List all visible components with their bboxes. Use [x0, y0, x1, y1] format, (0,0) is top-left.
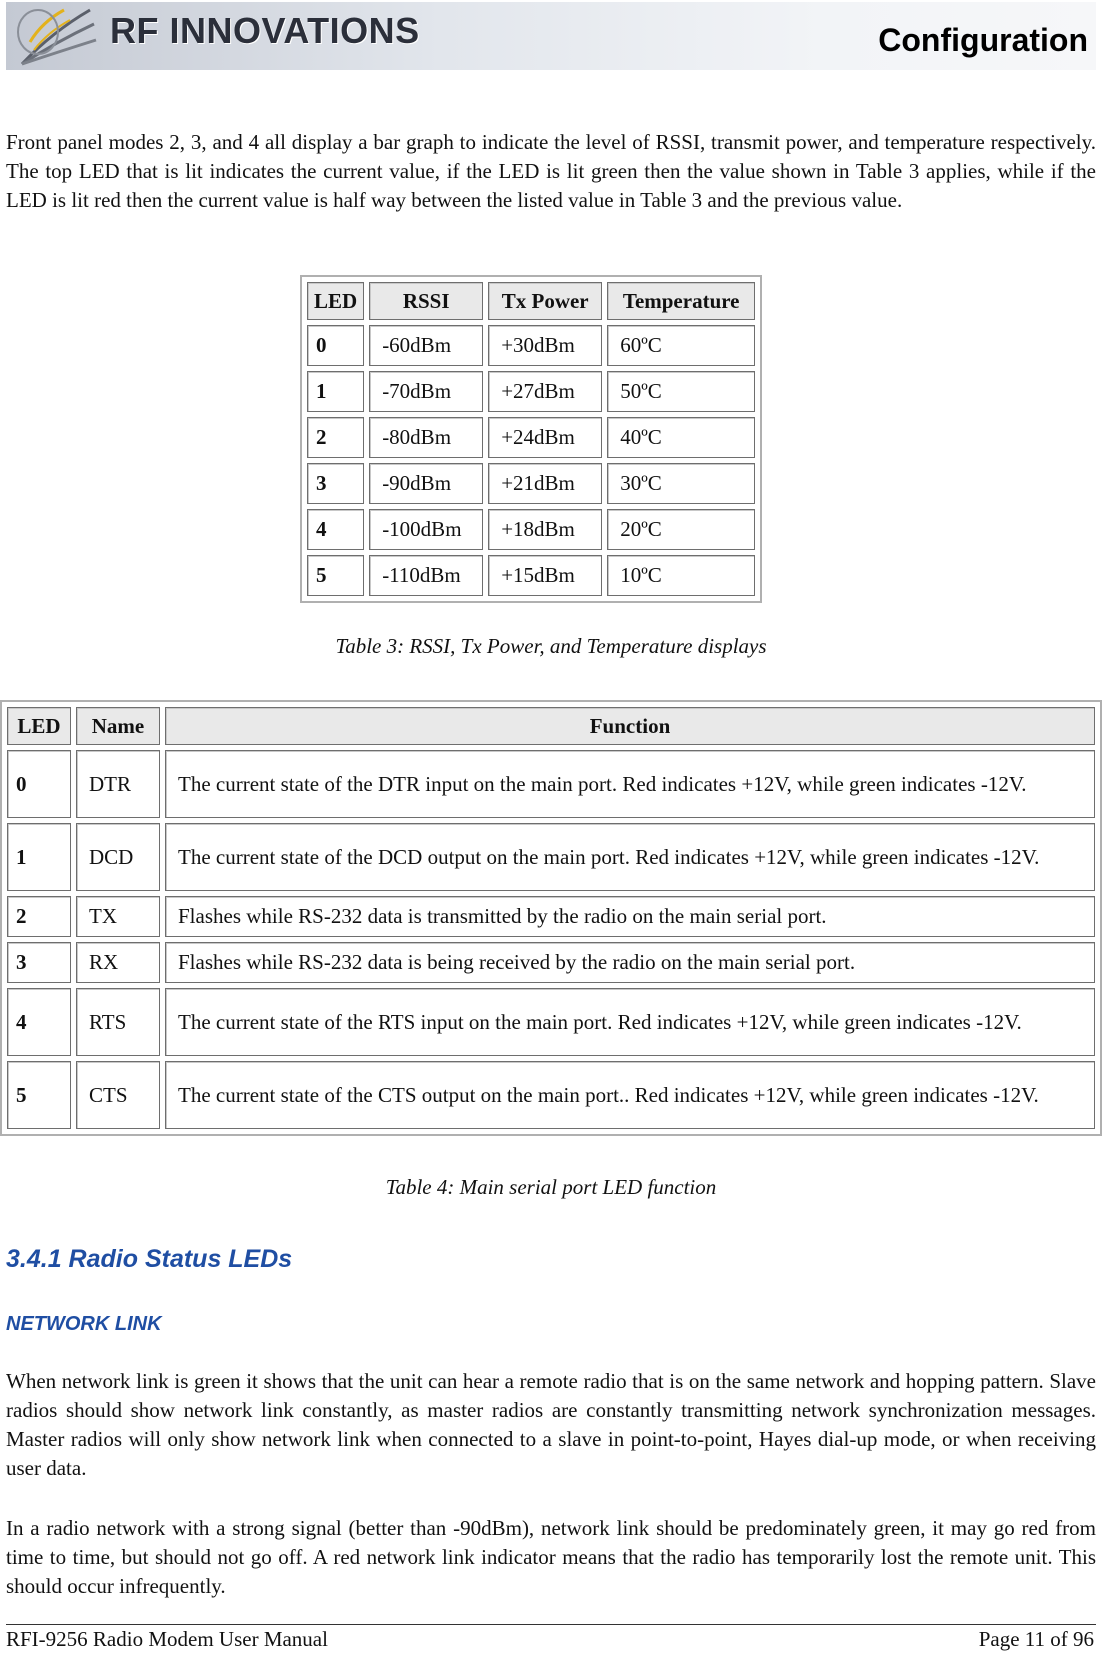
- temperature-value: 30ºC: [607, 463, 755, 504]
- temperature-value: 50ºC: [607, 371, 755, 412]
- function-text: The current state of the RTS input on the main port. Red indicates +12V, while green indicates -12V.: [165, 988, 1095, 1056]
- tx-power-value: +18dBm: [488, 509, 602, 550]
- table-header-rssi: RSSI: [369, 282, 483, 320]
- led-number: 2: [307, 417, 364, 458]
- page-header: [6, 2, 1096, 70]
- table-header-tx-power: Tx Power: [488, 282, 602, 320]
- brand-name: RF INNOVATIONS: [110, 10, 420, 51]
- table4-caption: Table 4: Main serial port LED function: [385, 1175, 717, 1199]
- signal-name: DCD: [76, 823, 160, 891]
- function-text: Flashes while RS-232 data is being received by the radio on the main serial port.: [165, 942, 1095, 983]
- table-row: [307, 555, 755, 596]
- rssi-value: -100dBm: [369, 509, 483, 550]
- rssi-value: -80dBm: [369, 417, 483, 458]
- signal-name: CTS: [76, 1061, 160, 1129]
- led-function-table: [0, 700, 1102, 1136]
- led-number: 3: [307, 463, 364, 504]
- led-number: 1: [307, 371, 364, 412]
- table3-caption: Table 3: RSSI, Tx Power, and Temperature displays: [335, 634, 767, 658]
- network-link-paragraph: When network link is green it shows that the unit can hear a remote radio that is on the same network and hopping pattern. Slave radios should show network link constantly, as master radios are constantly transmitting network synchronization messages. Master radios will only show network link when connected to a slave in point-to-point, Hayes dial-up mode, or when receiving user data.: [6, 1369, 1096, 1480]
- led-number: 4: [307, 509, 364, 550]
- rssi-value: -110dBm: [369, 555, 483, 596]
- table-row: [7, 750, 1095, 818]
- led-number: 0: [7, 750, 71, 818]
- table-row: [7, 823, 1095, 891]
- intro-paragraph: Front panel modes 2, 3, and 4 all display a bar graph to indicate the level of RSSI, transmit power, and temperature respectively. The top LED that is lit indicates the current value, if the LED is lit green then the value shown in Table 3 applies, while if the LED is lit red then the current value is half way between the listed value in Table 3 and the previous value.: [6, 130, 1096, 212]
- rssi-value: -90dBm: [369, 463, 483, 504]
- subheading: NETWORK LINK: [6, 1313, 162, 1335]
- signal-strength-paragraph: In a radio network with a strong signal (better than -90dBm), network link should be predominately green, it may go red from time to time, but should not go off. A red network link indicator means that the radio has temporarily lost the remote unit. This should occur infrequently.: [6, 1516, 1096, 1598]
- signal-name: TX: [76, 896, 160, 937]
- table-row: [7, 942, 1095, 983]
- tx-power-value: +30dBm: [488, 325, 602, 366]
- led-number: 5: [307, 555, 364, 596]
- footer-page-number: Page 11 of 96: [978, 1627, 1094, 1651]
- rssi-value: -60dBm: [369, 325, 483, 366]
- rf-innovations-logo-icon: [12, 2, 102, 70]
- tx-power-value: +24dBm: [488, 417, 602, 458]
- signal-name: DTR: [76, 750, 160, 818]
- section-title: Configuration: [878, 22, 1088, 58]
- signal-name: RX: [76, 942, 160, 983]
- table-row: [7, 988, 1095, 1056]
- table-header-temperature: Temperature: [607, 282, 755, 320]
- rssi-table: [300, 275, 762, 603]
- section-heading: 3.4.1 Radio Status LEDs: [6, 1245, 293, 1273]
- table-row: [307, 509, 755, 550]
- led-number: 4: [7, 988, 71, 1056]
- footer-divider: [6, 1624, 1096, 1625]
- table-row: [307, 325, 755, 366]
- table-row: [307, 371, 755, 412]
- temperature-value: 20ºC: [607, 509, 755, 550]
- table-header-name: Name: [76, 707, 160, 745]
- function-text: Flashes while RS-232 data is transmitted by the radio on the main serial port.: [165, 896, 1095, 937]
- led-number: 5: [7, 1061, 71, 1129]
- temperature-value: 10ºC: [607, 555, 755, 596]
- led-number: 2: [7, 896, 71, 937]
- tx-power-value: +27dBm: [488, 371, 602, 412]
- signal-name: RTS: [76, 988, 160, 1056]
- led-number: 3: [7, 942, 71, 983]
- led-number: 1: [7, 823, 71, 891]
- function-text: The current state of the CTS output on the main port.. Red indicates +12V, while green indicates -12V.: [165, 1061, 1095, 1129]
- table-row: [7, 896, 1095, 937]
- led-number: 0: [307, 325, 364, 366]
- tx-power-value: +21dBm: [488, 463, 602, 504]
- table-row: [307, 463, 755, 504]
- table-row: [7, 1061, 1095, 1129]
- tx-power-value: +15dBm: [488, 555, 602, 596]
- temperature-value: 40ºC: [607, 417, 755, 458]
- footer-manual-title: RFI-9256 Radio Modem User Manual: [6, 1627, 328, 1651]
- rssi-value: -70dBm: [369, 371, 483, 412]
- temperature-value: 60ºC: [607, 325, 755, 366]
- table-header-function: Function: [165, 707, 1095, 745]
- table-header-led: LED: [7, 707, 71, 745]
- table-row: [307, 417, 755, 458]
- table-header-led: LED: [307, 282, 364, 320]
- function-text: The current state of the DTR input on the main port. Red indicates +12V, while green indicates -12V.: [165, 750, 1095, 818]
- function-text: The current state of the DCD output on the main port. Red indicates +12V, while green indicates -12V.: [165, 823, 1095, 891]
